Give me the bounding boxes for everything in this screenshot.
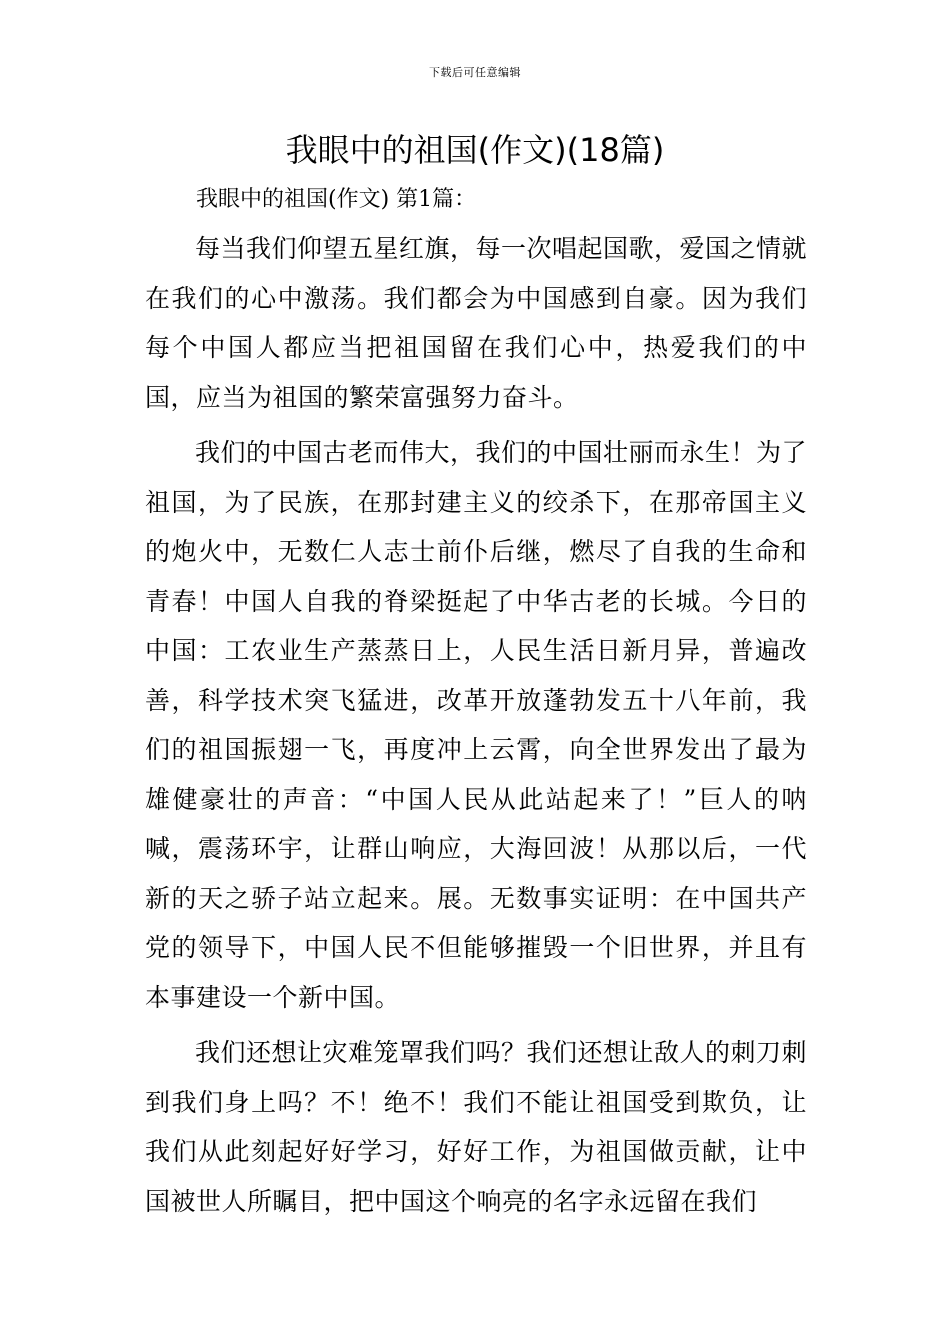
document-body (145, 224, 807, 1226)
document-title: 我眼中的祖国(作文)(18篇) (285, 131, 665, 169)
paragraph-3: 我们还想让灾难笼罩我们吗？我们还想让敌人的刺刀刺到我们身上吗？不！绝不！我们不能让祖国受到欺负，让我们从此刻起好好学习，好好工作，为祖国做贡献，让中国被世人所瞩目，把中国这个响亮的名字永远留在我们 (145, 1038, 808, 1216)
paragraph-1: 每当我们仰望五星红旗，每一次唱起国歌，爱国之情就在我们的心中激荡。我们都会为中国感到自豪。因为我们每个中国人都应当把祖国留在我们心中，热爱我们的中国，应当为祖国的繁荣富强努力奋斗。 (145, 234, 808, 412)
section-subtitle: 我眼中的祖国(作文) 第1篇： (196, 187, 477, 212)
paragraph-2: 我们的中国古老而伟大，我们的中国壮丽而永生！为了祖国，为了民族，在那封建主义的绞杀下，在那帝国主义的炮火中，无数仁人志士前仆后继，燃尽了自我的生命和青春！中国人自我的脊梁挺起了中华古老的长城。今日的中国：工农业生产蒸蒸日上，人民生活日新月异，普遍改善，科学技术突飞猛进，改革开放蓬勃发五十八年前，我们的祖国振翅一飞，再度冲上云霄，向全世界发出了最为雄健豪壮的声音：“中国人民从此站起来了！”巨人的呐喊，震荡环宇，让群山响应，大海回波！从那以后，一代新的天之骄子站立起来。展。无数事实证明：在中国共产党的领导下，中国人民不但能够摧毁一个旧世界，并且有本事建设一个新中国。 (145, 438, 808, 1012)
header-note: 下载后可任意编辑 (429, 66, 521, 79)
